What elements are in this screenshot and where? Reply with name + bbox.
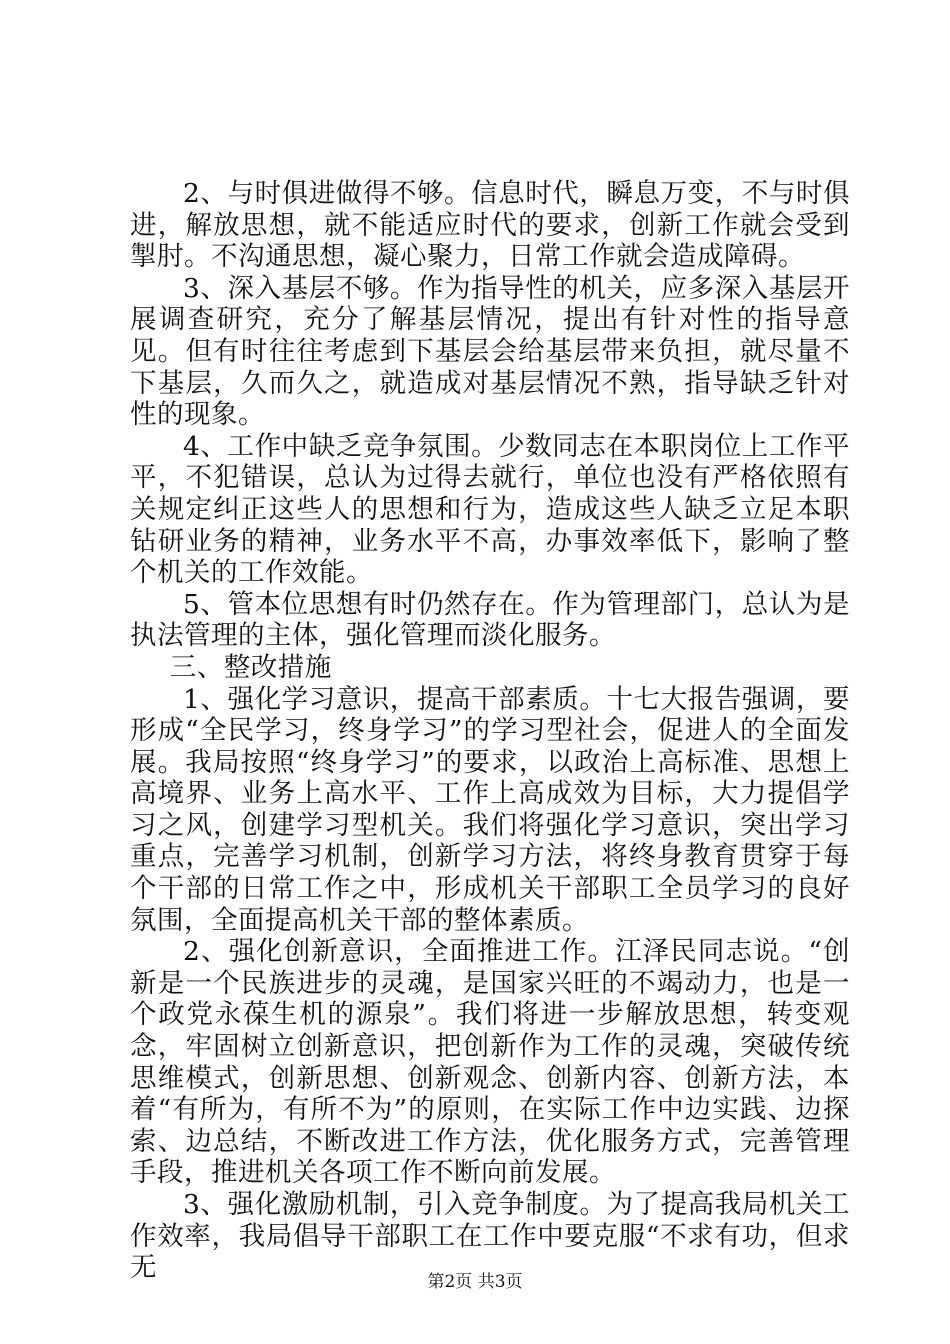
problem-paragraph-3: 3、深入基层不够。作为指导性的机关，应多深入基层开展调查研究，充分了解基层情况，提出有针对性的指导意见。但有时往往考虑到下基层会给基层带来负担，就尽量不下基层，久而久之，就造成对基层情况不熟，指导缺乏针对性的现象。 [130,272,850,431]
problem-paragraph-2: 2、与时俱进做得不够。信息时代，瞬息万变，不与时俱进，解放思想，就不能适应时代的要求，创新工作就会受到掣肘。不沟通思想，凝心聚力，日常工作就会造成障碍。 [130,178,850,273]
page-number-footer: 第2页 共3页 [427,1272,523,1292]
problem-paragraph-5: 5、管本位思想有时仍然存在。作为管理部门，总认为是执法管理的主体，强化管理而淡化服务。 [130,588,850,652]
measure-paragraph-2: 2、强化创新意识，全面推进工作。江泽民同志说。“创新是一个民族进步的灵魂，是国家兴旺的不竭动力，也是一个政党永葆生机的源泉”。我们将进一步解放思想，转变观念，牢固树立创新意识，把创新作为工作的灵魂，突破传统思维模式，创新思想、创新观念、创新内容、创新方法，本着“有所为，有所不为”的原则，在实际工作中边实践、边探索、边总结，不断改进工作方法，优化服务方式，完善管理手段，推进机关各项工作不断向前发展。 [130,936,850,1189]
problem-paragraph-4: 4、工作中缺乏竞争氛围。少数同志在本职岗位上工作平平，不犯错误，总认为过得去就行，单位也没有严格依照有关规定纠正这些人的思想和行为，造成这些人缺乏立足本职钻研业务的精神，业务水平不高，办事效率低下，影响了整个机关的工作效能。 [130,430,850,589]
measure-paragraph-1: 1、强化学习意识，提高干部素质。十七大报告强调，要形成“全民学习，终身学习”的学习型社会，促进人的全面发展。我局按照“终身学习”的要求，以政治上高标准、思想上高境界、业务上高水平、工作上高成效为目标，大力提倡学习之风，创建学习型机关。我们将强化学习意识，突出学习重点，完善学习机制，创新学习方法，将终身教育贯穿于每个干部的日常工作之中，形成机关干部职工全员学习的良好氛围，全面提高机关干部的整体素质。 [130,683,850,936]
document-body [130,178,850,1284]
section-heading: 三、整改措施 [169,651,332,683]
measure-paragraph-3: 3、强化激励机制，引入竞争制度。为了提高我局机关工作效率，我局倡导干部职工在工作中要克服“不求有功，但求无 [130,1189,850,1284]
